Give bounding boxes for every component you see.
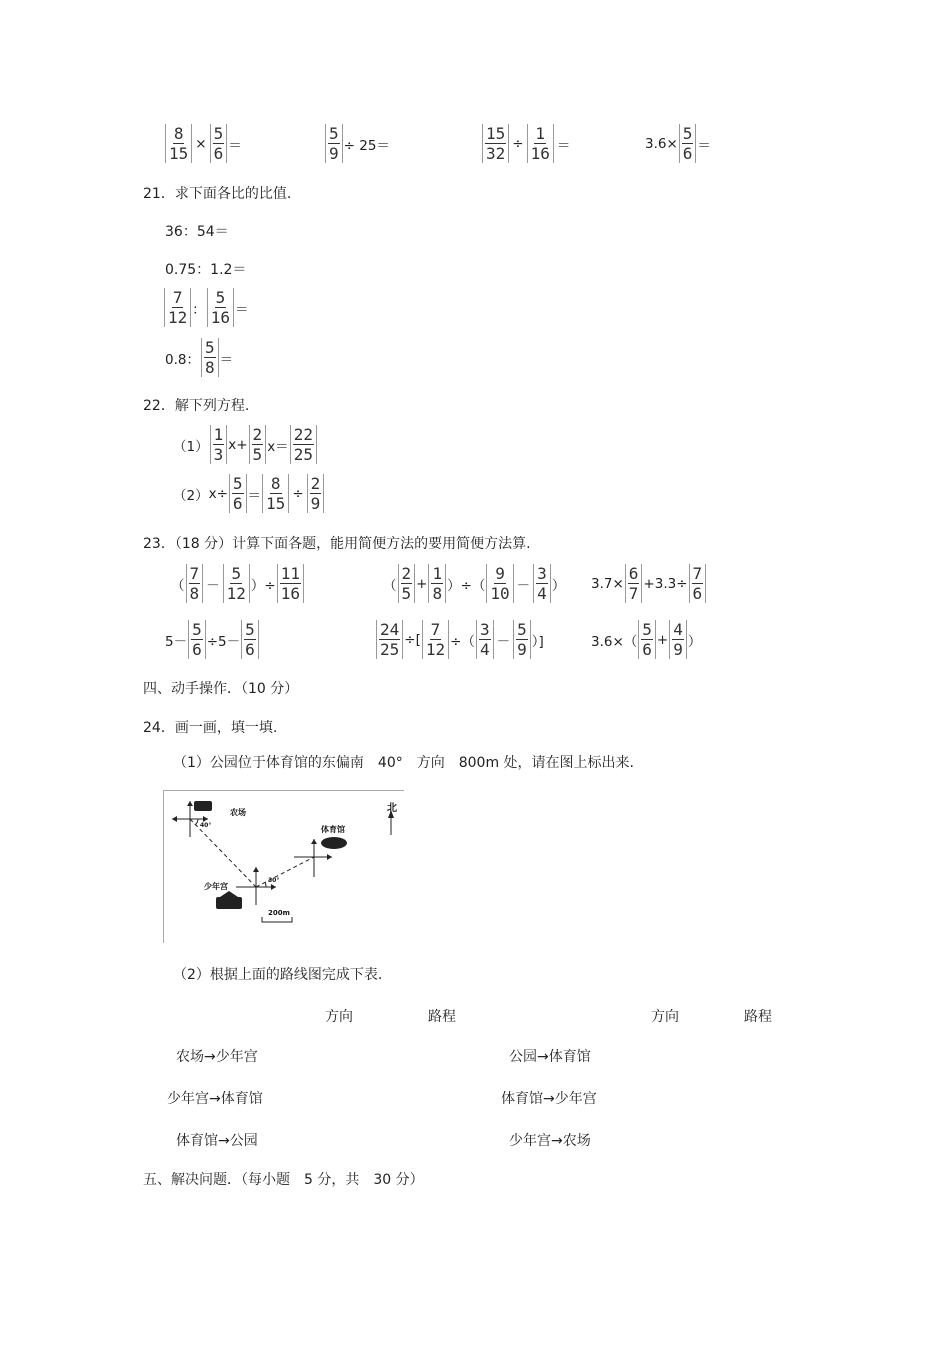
q20-expr-2: $\frac{5}{9}$ ÷ 25＝	[324, 124, 390, 163]
q22-equation-1: （1） $\frac{1}{3}$ x+ $\frac{2}{5}$ x＝ $\frac{22}{25}$	[173, 425, 318, 464]
fraction: $\frac{2}{9}$	[307, 474, 325, 513]
q23-expr-a: （ $\frac{7}{8}$ － $\frac{5}{12}$ ）÷ $\frac{11}{16}$	[171, 564, 305, 603]
fraction: $\frac{24}{25}$	[376, 620, 403, 659]
map-label-scale: 200m	[268, 909, 290, 917]
q22-equation-2: （2） x÷ $\frac{5}{6}$ ＝ $\frac{8}{15}$ ÷ $\frac{2}{9}$	[173, 474, 325, 513]
table-header-distance-right: 路程	[744, 1009, 772, 1025]
fraction: $\frac{5}{8}$	[201, 338, 219, 377]
table-row-left-2: 少年宫→体育馆	[167, 1091, 263, 1107]
fraction: $\frac{3}{4}$	[476, 620, 494, 659]
table-row-left-1: 农场→少年宫	[176, 1049, 258, 1065]
section-4-heading: 四、动手操作．（10 分）	[143, 681, 299, 697]
q21-ratio-3: $\frac{7}{12}$ ： $\frac{5}{16}$ ＝	[163, 288, 249, 327]
fraction: $\frac{2}{5}$	[249, 425, 267, 464]
fraction: $\frac{15}{32}$	[482, 124, 509, 163]
fraction: $\frac{1}{8}$	[428, 564, 446, 603]
route-map-drawing	[164, 791, 404, 943]
map-label-north: 北	[387, 803, 397, 814]
fraction: $\frac{2}{5}$	[398, 564, 416, 603]
q24-title: 24．画一画，填一填.	[143, 720, 278, 736]
map-label-palace: 少年宫	[204, 882, 228, 891]
fraction: $\frac{7}{12}$	[422, 620, 449, 659]
q23-expr-f: 3.6×（ $\frac{5}{6}$ + $\frac{4}{9}$ ）	[591, 620, 702, 659]
table-row-right-3: 少年宫→农场	[509, 1133, 591, 1149]
route-map	[163, 790, 404, 943]
section-5-heading: 五、解决问题．（每小题 5 分，共 30 分）	[143, 1172, 424, 1188]
fraction: $\frac{7}{6}$	[689, 564, 707, 603]
q23-expr-e: $\frac{24}{25}$ ÷[ $\frac{7}{12}$ ÷（ $\frac{3}{4}$ － $\frac{5}{9}$ ）]	[375, 620, 544, 659]
q20-expr-4: 3.6× $\frac{5}{6}$ ＝	[645, 124, 711, 163]
q21-title: 21．求下面各比的比值.	[143, 186, 292, 202]
fraction: $\frac{5}{6}$	[638, 620, 656, 659]
q21-ratio-2: 0.75：1.2＝	[165, 262, 247, 278]
table-row-left-3: 体育馆→公园	[176, 1133, 258, 1149]
q23-expr-d: 5－ $\frac{5}{6}$ ÷5－ $\frac{5}{6}$	[165, 620, 260, 659]
table-header-distance-left: 路程	[428, 1009, 456, 1025]
q24-part-2: （2）根据上面的路线图完成下表.	[173, 967, 383, 983]
q21-ratio-1: 36：54＝	[165, 224, 229, 240]
fraction: $\frac{11}{16}$	[277, 564, 304, 603]
fraction: $\frac{5}{6}$	[188, 620, 206, 659]
table-header-direction-left: 方向	[325, 1009, 353, 1025]
map-label-angle-30: 30°	[268, 877, 280, 884]
fraction: $\frac{22}{25}$	[290, 425, 317, 464]
fraction: $\frac{3}{4}$	[533, 564, 551, 603]
fraction: $\frac{6}{7}$	[625, 564, 643, 603]
fraction: $\frac{1}{3}$	[210, 425, 228, 464]
fraction: $\frac{5}{12}$	[223, 564, 250, 603]
q21-ratio-4: 0.8： $\frac{5}{8}$ ＝	[165, 338, 234, 377]
fraction: $\frac{7}{12}$	[164, 288, 191, 327]
fraction: $\frac{9}{10}$	[486, 564, 513, 603]
fraction: $\frac{5}{6}$	[229, 474, 247, 513]
map-label-gym: 体育馆	[321, 825, 345, 834]
fraction: $\frac{5}{6}$	[241, 620, 259, 659]
fraction: $\frac{8}{15}$	[165, 124, 192, 163]
q20-expr-3: $\frac{15}{32}$ ÷ $\frac{1}{16}$ ＝	[481, 124, 572, 163]
fraction: $\frac{7}{8}$	[186, 564, 204, 603]
table-row-right-2: 体育馆→少年宫	[501, 1091, 597, 1107]
fraction: $\frac{8}{15}$	[262, 474, 289, 513]
fraction: $\frac{5}{6}$	[210, 124, 228, 163]
fraction: $\frac{5}{9}$	[513, 620, 531, 659]
q23-title: 23．（18 分）计算下面各题，能用简便方法的要用简便方法算.	[143, 536, 531, 552]
map-label-angle-40: 40°	[200, 822, 212, 829]
table-header-direction-right: 方向	[651, 1009, 679, 1025]
fraction: $\frac{5}{6}$	[679, 124, 697, 163]
map-label-farm: 农场	[230, 808, 246, 817]
table-row-right-1: 公园→体育馆	[509, 1049, 591, 1065]
q20-expr-1: $\frac{8}{15}$ × $\frac{5}{6}$ ＝	[164, 124, 242, 163]
fraction: $\frac{5}{9}$	[325, 124, 343, 163]
fraction: $\frac{4}{9}$	[669, 620, 687, 659]
fraction: $\frac{1}{16}$	[527, 124, 554, 163]
q24-part-1: （1）公园位于体育馆的东偏南 40° 方向 800m 处，请在图上标出来.	[173, 755, 634, 771]
q22-title: 22．解下列方程.	[143, 398, 250, 414]
q23-expr-b: （ $\frac{2}{5}$ + $\frac{1}{8}$ ）÷（ $\frac{9}{10}$ － $\frac{3}{4}$ ）	[383, 564, 566, 603]
fraction: $\frac{5}{16}$	[207, 288, 234, 327]
q23-expr-c: 3.7× $\frac{6}{7}$ +3.3÷ $\frac{7}{6}$	[591, 564, 707, 603]
